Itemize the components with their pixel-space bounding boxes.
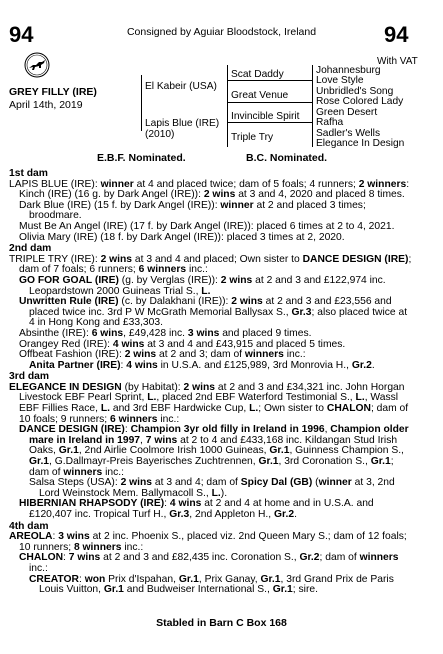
pedigree-entry: AREOLA: 3 wins at 2 inc. Phoenix S., placed viz. 2nd Queen Mary S.; dam of 12 foals; 10 runners; 8 winners inc.: (9, 531, 407, 553)
pedigree-dam-dam: Triple Try (231, 132, 274, 143)
pedigree-entry: Anita Partner (IRE): 4 wins in U.S.A. and £125,989, 3rd Monrovia H., Gr.2. (29, 359, 375, 371)
pedigree-sire: El Kabeir (USA) (145, 81, 217, 92)
lot-number-left: 94 (9, 22, 34, 47)
pedigree-sire-dam: Great Venue (231, 90, 289, 101)
ebf-nomination: E.B.F. Nominated. (97, 152, 186, 164)
pedigree-entry: Orangey Red (IRE): 4 wins at 3 and 4 and £43,915 and placed 5 times. (19, 338, 346, 350)
vat-note: With VAT (377, 56, 418, 67)
pedigree-g3-3: Unbridled's Song (316, 85, 394, 97)
pedigree-g3-7: Sadler's Wells (316, 127, 381, 139)
pedigree-entry: Salsa Steps (USA): 2 wins at 3 and 4; dam of Spicy Dal (GB) (winner at 3, 2nd Lord Weinstock Mem. Ballymacoll S., L.). (29, 477, 395, 499)
pedigree-entry: Offbeat Fashion (IRE): 2 wins at 2 and 3; dam of winners inc.: (19, 349, 306, 361)
pedigree-g3-6: Rafha (316, 117, 344, 128)
pedigree-entry: Must Be An Angel (IRE) (17 f. by Dark Angel (IRE)): placed 6 times at 2 to 4, 2021. (19, 220, 395, 232)
stabling-note: Stabled in Barn C Box 168 (156, 617, 287, 629)
pedigree-entry: TRIPLE TRY (IRE): 2 wins at 3 and 4 and placed; Own sister to DANCE DESIGN (IRE); dam of 7 foals; 6 runners; 6 winners inc.: (9, 253, 412, 276)
pedigree-entry: GO FOR GOAL (IRE) (g. by Verglas (IRE)): 2 wins at 2 and 3 and £122,974 inc. Leopardstown 2000 Guineas Trial S., L. (19, 274, 386, 297)
pedigree-entry: LAPIS BLUE (IRE): winner at 4 and placed twice; dam of 5 foals; 4 runners; 2 winners: (9, 178, 410, 190)
section-title: 2nd dam (9, 243, 52, 255)
pedigree-g3-4: Rose Colored Lady (316, 96, 404, 107)
pedigree-g3-2: Love Style (316, 75, 364, 86)
pedigree-entry: Olivia Mary (IRE) (18 f. by Dark Angel (IRE)): placed 3 times at 2, 2020. (19, 231, 345, 243)
pedigree-entry: Dark Blue (IRE) (15 f. by Dark Angel (IRE)): winner at 2 and placed 3 times; broodmare. (19, 199, 366, 222)
pedigree-entry: CHALON: 7 wins at 2 and 3 and £82,435 inc. Coronation S., Gr.2; dam of winners inc.: (19, 552, 399, 574)
pedigree-chart (141, 65, 408, 147)
pedigree-dam-name: Lapis Blue (IRE) (145, 118, 220, 129)
pedigree-dam-year: (2010) (145, 129, 175, 140)
pedigree-entry: Absinthe (IRE): 6 wins, £49,428 inc. 3 wins and placed 9 times. (19, 327, 312, 339)
catalogue-body (9, 168, 415, 596)
foaling-date: April 14th, 2019 (9, 99, 83, 111)
section-title: 4th dam (9, 520, 49, 532)
pedigree-g3-8: Elegance In Design (316, 138, 405, 149)
lot-number-right: 94 (384, 22, 409, 47)
pedigree-entry: DANCE DESIGN (IRE): Champion 3yr old filly in Ireland in 1996, Champion older mare in Ireland in 1997, 7 wins at 2 to 4 and £433,168 inc. Kildangan Stud Irish Oaks, Gr.1, 2nd Airlie Coolmore Irish 1000 Guineas, Gr.1, Guinness Champion S., Gr.1, G.Dallmayr-Preis Bayerisches Zuchtrennen, Gr.1, 3rd Coronation S., Gr.1; dam of winners inc.: (19, 424, 409, 478)
section-title: 1st dam (9, 168, 48, 179)
pedigree-entry: Kinch (IRE) (16 g. by Dark Angel (IRE)): 2 wins at 3 and 4, 2020 and placed 8 times. (19, 189, 405, 201)
consignor-line: Consigned by Aguiar Bloodstock, Ireland (126, 26, 317, 38)
pedigree-entry: ELEGANCE IN DESIGN (by Habitat): 2 wins at 2 and 3 and £34,321 inc. John Horgan Livestock EBF Pearl Sprint, L., placed 2nd EBF Waterford Testimonial S., L., Wassl EBF Fillies Race, L. and 3rd EBF Hardwicke Cup, L.; Own sister to CHALON; dam of 10 foals; 9 runners; 6 winners inc.: (9, 381, 409, 425)
pedigree-g3-1: Johannesburg (316, 65, 381, 76)
bc-nomination: B.C. Nominated. (246, 152, 328, 164)
pedigree-entry: HIBERNIAN RHAPSODY (IRE): 4 wins at 2 and 4 at home and in U.S.A. and £120,407 inc. Tropical Turf H., Gr.3, 2nd Appleton H., Gr.2. (19, 498, 374, 520)
pedigree-entry: CREATOR: won Prix d'Ispahan, Gr.1, Prix Ganay, Gr.1, 3rd Grand Prix de Paris Louis Vuitton, Gr.1 and Budweiser International S., Gr.1; sire. (29, 573, 394, 596)
pedigree-dam-sire: Invincible Spirit (231, 111, 300, 122)
pedigree-sire-sire: Scat Daddy (231, 69, 284, 80)
horse-name: GREY FILLY (IRE) (9, 86, 97, 98)
racehorse-emblem-icon (24, 52, 50, 78)
pedigree-entry: Unwritten Rule (IRE) (c. by Dalakhani (IRE)): 2 wins at 2 and 3 and £23,556 and placed twice inc. 3rd P W McGrath Memorial Ballysax S., Gr.3; also placed twice at 4 in Hong Kong and £33,303. (19, 296, 408, 329)
pedigree-g3-5: Green Desert (316, 106, 378, 118)
section-title: 3rd dam (9, 371, 50, 383)
